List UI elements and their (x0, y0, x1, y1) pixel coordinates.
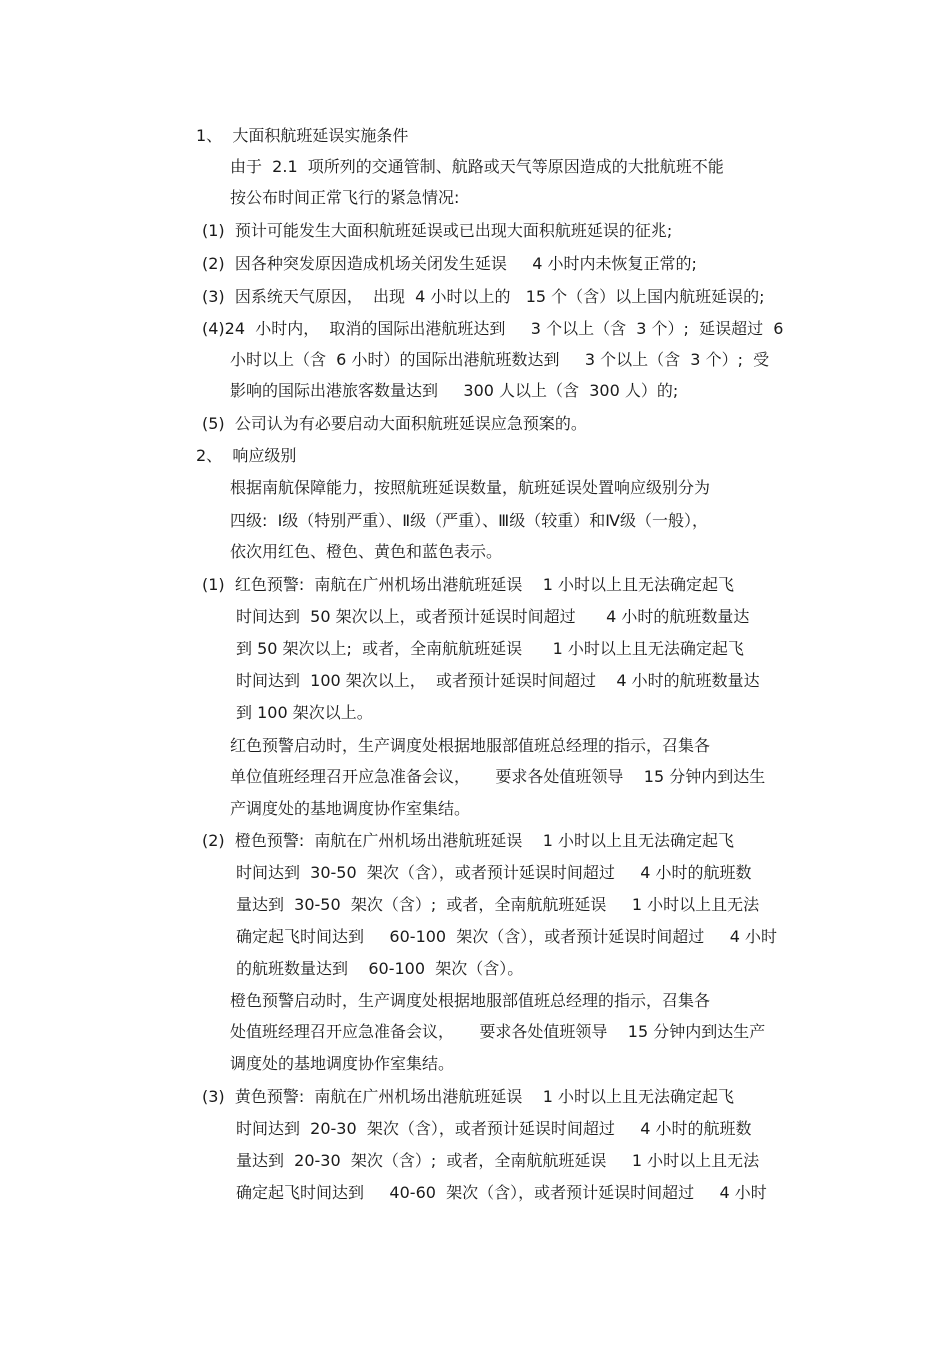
paragraph-line: 处值班经理召开应急准备会议， 要求各处值班领导 15 分钟内到达生产 (230, 1022, 766, 1041)
list-item-3: (3) 因系统天气原因， 出现 4 小时以上的 15 个（含）以上国内航班延误的; (202, 287, 765, 306)
paragraph-line: 调度处的基地调度协作室集结。 (230, 1054, 455, 1073)
paragraph-line: 按公布时间正常飞行的紧急情况: (230, 188, 460, 207)
red-alert-cont: 时间达到 50 架次以上，或者预计延误时间超过 4 小时的航班数量达 (236, 607, 750, 626)
red-alert-cont: 到 100 架次以上。 (236, 703, 373, 722)
list-item-4: (4)24 小时内， 取消的国际出港航班达到 3 个以上（含 3 个）; 延误超过 6 (202, 319, 784, 338)
paragraph-line: 单位值班经理召开应急准备会议， 要求各处值班领导 15 分钟内到达生 (230, 767, 766, 786)
red-alert-item: (1) 红色预警: 南航在广州机场出港航班延误 1 小时以上且无法确定起飞 (202, 575, 735, 594)
section-heading-2: 2、 响应级别 (196, 446, 297, 465)
list-item-5: (5) 公司认为有必要启动大面积航班延误应急预案的。 (202, 414, 587, 433)
paragraph-line: 依次用红色、橙色、黄色和蓝色表示。 (230, 542, 503, 561)
orange-alert-cont: 时间达到 30-50 架次（含），或者预计延误时间超过 4 小时的航班数 (236, 863, 752, 882)
paragraph-line: 四级: Ⅰ级（特别严重）、Ⅱ级（严重）、Ⅲ级（较重）和Ⅳ级（一般）， (230, 511, 708, 530)
list-item-2: (2) 因各种突发原因造成机场关闭发生延误 4 小时内未恢复正常的; (202, 254, 697, 273)
paragraph-line: 红色预警启动时，生产调度处根据地服部值班总经理的指示，召集各 (230, 736, 711, 755)
paragraph-line: 根据南航保障能力，按照航班延误数量，航班延误处置响应级别分为 (230, 478, 711, 497)
list-item-4-cont: 影响的国际出港旅客数量达到 300 人以上（含 300 人）的; (230, 381, 679, 400)
orange-alert-cont: 确定起飞时间达到 60-100 架次（含），或者预计延误时间超过 4 小时 (236, 927, 777, 946)
paragraph-line: 橙色预警启动时，生产调度处根据地服部值班总经理的指示，召集各 (230, 991, 711, 1010)
yellow-alert-cont: 确定起飞时间达到 40-60 架次（含），或者预计延误时间超过 4 小时 (236, 1183, 767, 1202)
yellow-alert-item: (3) 黄色预警: 南航在广州机场出港航班延误 1 小时以上且无法确定起飞 (202, 1087, 735, 1106)
paragraph-line: 由于 2.1 项所列的交通管制、航路或天气等原因造成的大批航班不能 (230, 157, 724, 176)
orange-alert-cont: 量达到 30-50 架次（含）; 或者，全南航航班延误 1 小时以上且无法 (236, 895, 760, 914)
paragraph-line: 产调度处的基地调度协作室集结。 (230, 799, 471, 818)
yellow-alert-cont: 量达到 20-30 架次（含）; 或者，全南航航班延误 1 小时以上且无法 (236, 1151, 760, 1170)
list-item-4-cont: 小时以上（含 6 小时）的国际出港航班数达到 3 个以上（含 3 个）; 受 (230, 350, 770, 369)
section-heading-1: 1、 大面积航班延误实施条件 (196, 126, 409, 145)
orange-alert-cont: 的航班数量达到 60-100 架次（含）。 (236, 959, 524, 978)
list-item-1: (1) 预计可能发生大面积航班延误或已出现大面积航班延误的征兆; (202, 221, 673, 240)
yellow-alert-cont: 时间达到 20-30 架次（含），或者预计延误时间超过 4 小时的航班数 (236, 1119, 752, 1138)
red-alert-cont: 到 50 架次以上; 或者，全南航航班延误 1 小时以上且无法确定起飞 (236, 639, 744, 658)
red-alert-cont: 时间达到 100 架次以上， 或者预计延误时间超过 4 小时的航班数量达 (236, 671, 760, 690)
orange-alert-item: (2) 橙色预警: 南航在广州机场出港航班延误 1 小时以上且无法确定起飞 (202, 831, 735, 850)
